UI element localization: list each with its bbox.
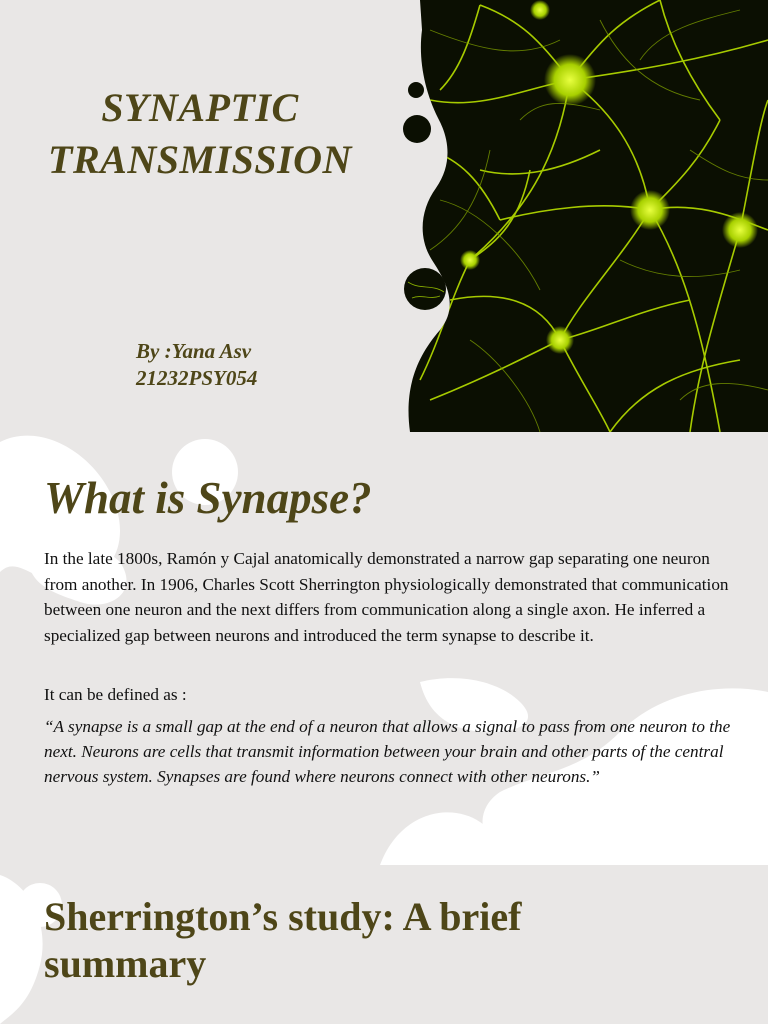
synapse-paragraph xyxy=(44,546,734,648)
title-slide xyxy=(0,0,768,432)
synapse-definition-quote: “A synapse is a small gap at the end of a neuron that allows a signal to pass from one neuron to the next. Neurons are cells that transmit information between your brain and other parts of the central nervous system. Synapses are found where neurons connect with other neurons.” xyxy=(44,717,731,787)
sherrington-heading: Sherrington’s study: A brief summary xyxy=(44,894,522,986)
synapse-paragraph-text: In the late 1800s, Ramón y Cajal anatomically demonstrated a narrow gap separating one neuron from another. In 1906, Charles Scott Sherrington physiologically demonstrated that communication between one neuron and the next differs from communication along a single axon. He inferred a specialized gap between neurons and introduced the term synapse to describe it. xyxy=(44,549,729,645)
cover-title-line1: SYNAPTIC xyxy=(101,85,299,130)
roll-number: 21232PSY054 xyxy=(136,366,258,390)
synapse-slide xyxy=(0,432,768,865)
neuron-network-image xyxy=(0,0,768,432)
sherrington-slide xyxy=(0,865,768,1024)
cover-title-line2: TRANSMISSION xyxy=(48,137,352,182)
cover-title xyxy=(0,82,400,186)
author-block xyxy=(136,338,257,392)
synapse-heading: What is Synapse? xyxy=(44,473,372,523)
author-name: By :Yana Asv xyxy=(136,339,252,363)
definition-intro: It can be defined as : xyxy=(44,685,187,704)
